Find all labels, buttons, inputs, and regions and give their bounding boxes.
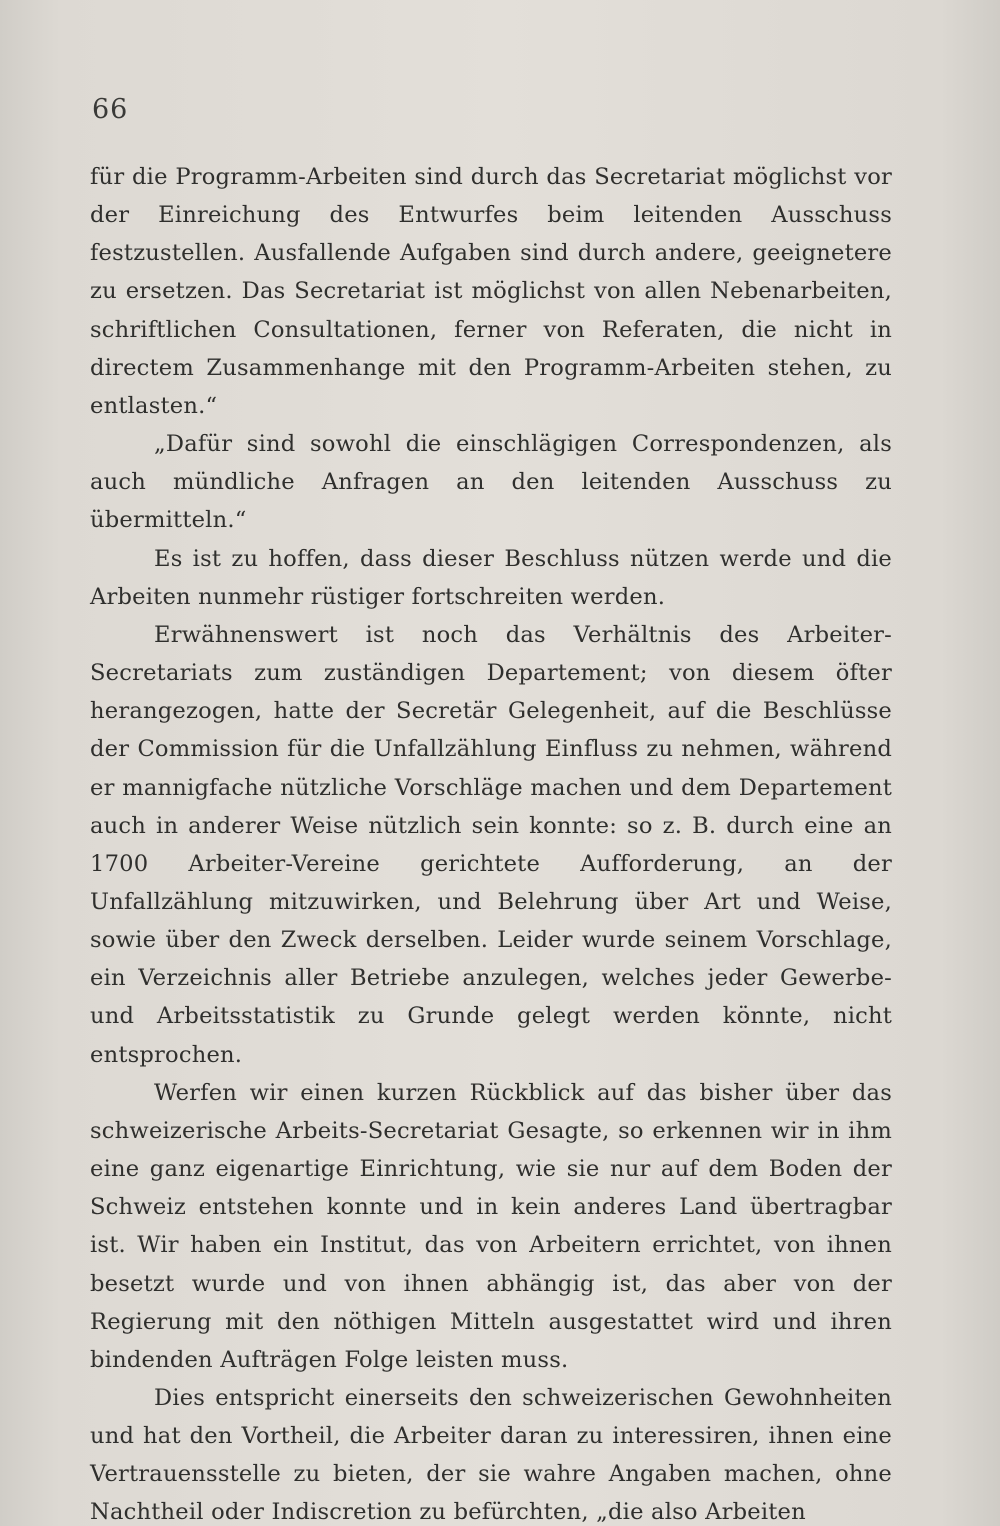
body-text <box>90 158 892 1526</box>
paragraph-department: Erwähnenswert ist noch das Verhältnis des Arbeiter-Secretariats zum zuständigen Departement; von diesem öfter herangezogen, hatte der Secretär Gelegenheit, auf die Beschlüsse der Commission für die Unfallzählung Einfluss zu nehmen, während er mannigfache nützliche Vorschläge machen und dem Departement auch in anderer Weise nützlich sein konnte: so z. B. durch eine an 1700 Arbeiter-Vereine gerichtete Aufforderung, an der Unfallzählung mitzuwirken, und Belehrung über Art und Weise, sowie über den Zweck derselben. Leider wurde seinem Vorschlage, ein Verzeichnis aller Betriebe anzulegen, welches jeder Gewerbe- und Arbeitsstatistik zu Grunde gelegt werden könnte, nicht entsprochen. <box>90 621 892 1068</box>
page-number: 66 <box>92 94 129 125</box>
paragraph-review: Werfen wir einen kurzen Rückblick auf das bisher über das schweizerische Arbeits-Secretariat Gesagte, so erkennen wir in ihm eine ganz eigenartige Einrichtung, wie sie nur auf dem Boden der Schweiz entstehen konnte und in kein anderes Land übertragbar ist. Wir haben ein Institut, das von Arbeitern errichtet, von ihnen besetzt wurde und von ihnen abhängig ist, das aber von der Regierung mit den nöthigen Mitteln ausgestattet wird und ihren bindenden Aufträgen Folge leisten muss. <box>90 1079 892 1373</box>
paragraph-customs: Dies entspricht einerseits den schweizerischen Gewohnheiten und hat den Vortheil, die Arbeiter daran zu interessiren, ihnen eine Vertrauensstelle zu bieten, der sie wahre Angaben machen, ohne Nachtheil oder Indiscretion zu befürchten, „die also Arbeiten <box>90 1385 892 1526</box>
paragraph-hope: Es ist zu hoffen, dass dieser Beschluss nützen werde und die Arbeiten nunmehr rüstiger fortschreiten werden. <box>90 545 892 610</box>
paragraph-quote: „Dafür sind sowohl die einschlägigen Correspondenzen, als auch mündliche Anfragen an den leitenden Ausschuss zu übermitteln.“ <box>90 431 892 534</box>
paragraph-continuation: für die Programm-Arbeiten sind durch das Secretariat möglichst vor der Einreichung des Entwurfes beim leitenden Ausschuss festzustellen. Ausfallende Aufgaben sind durch andere, geeignetere zu ersetzen. Das Secretariat ist möglichst von allen Nebenarbeiten, schriftlichen Consultationen, ferner von Referaten, die nicht in directem Zusammenhange mit den Programm-Arbeiten stehen, zu entlasten.“ <box>90 164 892 419</box>
